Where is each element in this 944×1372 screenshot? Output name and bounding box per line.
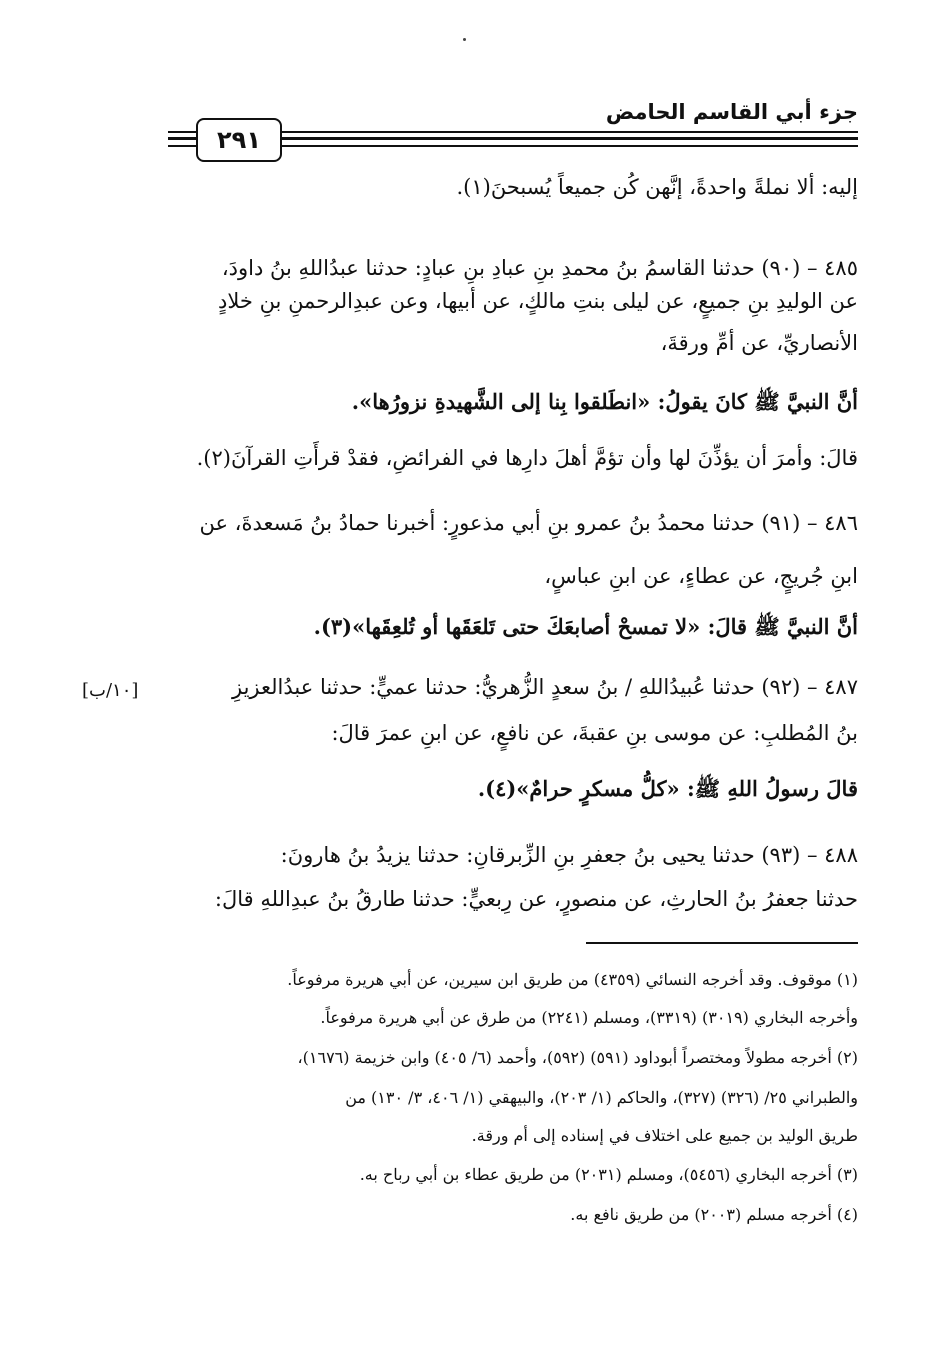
text-line: قالَ: وأمرَ أن يؤذِّنَ لها وأن تؤمَّ أهلَ دارِها في الفرائضِ، فقدْ قرأَتِ القرآنَ(٢). [196, 446, 858, 470]
footnote-line: (٣) أخرجه البخاري (٥٤٥٦)، ومسلم (٢٠٣١) من طريق عطاء بن أبي رباح به. [359, 1165, 858, 1184]
footnote-line: (٤) أخرجه مسلم (٢٠٠٣) من طريق نافع به. [570, 1205, 858, 1224]
text-line: حدثنا جعفرُ بنُ الحارثِ، عن منصورٍ، عن رِبعيٍّ: حدثنا طارقُ بنُ عبدِاللهِ قالَ: [214, 887, 858, 911]
hadith-isnad-line: ٤٨٥ – (٩٠) حدثنا القاسمُ بنُ محمدِ بنِ عبادِ بنِ عبادٍ: حدثنا عبدُاللهِ بنُ داودَ، [221, 256, 858, 280]
hadith-isnad-line: ٤٨٧ – (٩٢) حدثنا عُبيدُاللهِ / بنُ سعدٍ الزُّهريُّ: حدثنا عميٍّ: حدثنا عبدُالعزيزِ [232, 675, 858, 699]
hadith-matn-line: قالَ رسولُ اللهِ ﷺ: «كلُّ مسكرٍ حرامٌ»(٤). [477, 776, 858, 801]
text-line: بنُ المُطلبِ: عن موسى بنِ عقبةَ، عن نافعٍ، عن ابنِ عمرَ قالَ: [331, 721, 858, 745]
text-line: الأنصاريِّ، عن أمِّ ورقةَ، [660, 331, 858, 355]
page-number: ٢٩١ [196, 118, 282, 162]
text-line: عن الوليدِ بنِ جميعٍ، عن ليلى بنتِ مالكٍ، عن أبيها، وعن عبدِالرحمنِ بنِ خلادٍ [218, 289, 858, 313]
hadith-isnad-line: ٤٨٨ – (٩٣) حدثنا يحيى بنُ جعفرِ بنِ الزِّبرقانِ: حدثنا يزيدُ بنُ هارونَ: [280, 843, 858, 867]
footnote-line: طريق الوليد بن جميع على اختلاف في إسناده إلى أم ورقة. [471, 1126, 858, 1145]
hadith-matn-line: أنَّ النبيَّ ﷺ كانَ يقولُ: «انطَلقوا بِنا إلى الشَّهيدةِ نزورُها». [351, 389, 858, 414]
footnote-line: والطبراني ٢٥/ (٣٢٦) (٣٢٧)، والحاكم (١/ ٢٠٣)، والبيهقي (١/ ٤٠٦، ٣/ ١٣٠) من [345, 1088, 858, 1107]
footnote-separator [586, 942, 858, 944]
margin-folio-note: [١٠/ب] [82, 680, 139, 701]
footnote-line: وأخرجه البخاري (٣٠١٩) (٣٣١٩)، ومسلم (٢٢٤١) من طرق عن أبي هريرة مرفوعاً. [320, 1008, 858, 1027]
hadith-isnad-line: ٤٨٦ – (٩١) حدثنا محمدُ بنُ عمرو بنِ أبي مذعورٍ: أخبرنا حمادُ بنُ مَسعدةَ، عن [199, 511, 858, 535]
footnote-line: (١) موقوف. وقد أخرجه النسائي (٤٣٥٩) من طريق ابن سيرين، عن أبي هريرة مرفوعاً. [287, 970, 858, 989]
text-line: إليه: ألا نملةً واحدةً، إنَّهن كُن جميعاً يُسبحنَ(١). [456, 175, 858, 199]
footnote-line: (٢) أخرجه مطولاً ومختصراً أبوداود (٥٩١) (٥٩٢)، وأحمد (٦/ ٤٠٥) وابن خزيمة (١٦٧٦)، [297, 1048, 858, 1067]
hadith-matn-line: أنَّ النبيَّ ﷺ قالَ: «لا تمسحْ أصابعَكَ حتى تَلعَقَها أو تُلعِقَها»(٣). [313, 614, 858, 639]
running-title: جزء أبي القاسم الحامض [605, 100, 858, 124]
text-line: ابنِ جُريجٍ، عن عطاءٍ، عن ابنِ عباسٍ، [544, 564, 858, 588]
scan-speck [463, 38, 466, 41]
